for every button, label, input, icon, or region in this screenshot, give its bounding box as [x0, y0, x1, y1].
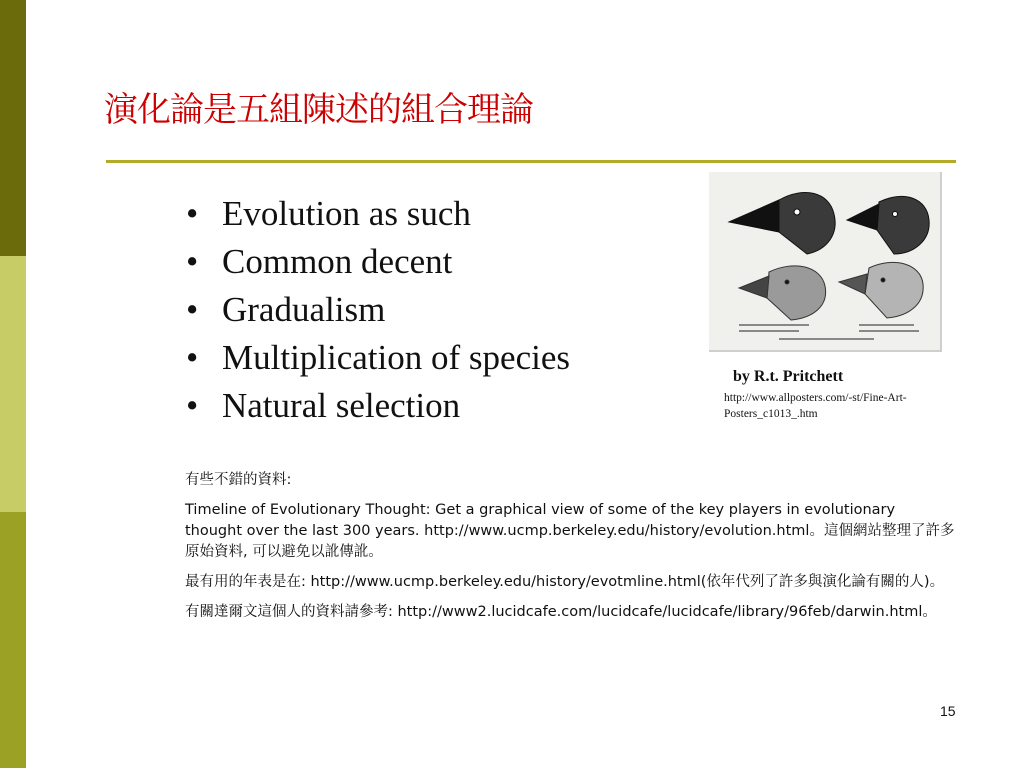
- bullet-text: Natural selection: [222, 386, 461, 425]
- bullet-list: [186, 192, 570, 432]
- side-band-middle: [0, 256, 26, 512]
- bullet-item: • Gradualism: [186, 290, 386, 329]
- notes-paragraph-timeline: Timeline of Evolutionary Thought: Get a graphical view of some of the key players in evolutionary thought over the last 300 years. http://www.ucmp.berkeley.edu/history/evolution.html。這個網站整理了許多原始資料, 可以避免以訛傳訛。: [185, 502, 955, 560]
- side-band-bottom: [0, 512, 26, 768]
- notes-paragraph-darwin: 有關達爾文這個人的資料請參考: http://www2.lucidcafe.com/lucidcafe/lucidcafe/library/96feb/darwin.html。: [185, 604, 937, 620]
- bullet-text: Common decent: [222, 242, 453, 281]
- finch-head-2-illustration: [847, 196, 929, 254]
- notes-heading: 有些不錯的資料:: [185, 472, 292, 488]
- bullet-text: Gradualism: [222, 290, 386, 329]
- bullet-text: Evolution as such: [222, 194, 471, 233]
- bullet-item: • Multiplication of species: [186, 338, 570, 377]
- notes-paragraph-chronology: 最有用的年表是在: http://www.ucmp.berkeley.edu/history/evotmline.html(依年代列了許多與演化論有關的人)。: [185, 574, 945, 590]
- bullet-text: Multiplication of species: [222, 338, 570, 377]
- notes-section: [185, 470, 955, 632]
- side-band-top: [0, 0, 26, 256]
- image-url-line-1: http://www.allposters.com/-st/Fine-Art-: [724, 392, 907, 404]
- finch-heads-illustration: [709, 172, 942, 352]
- image-source-url: [724, 390, 944, 422]
- image-credit: by R.t. Pritchett: [733, 368, 844, 385]
- page-number: 15: [940, 703, 956, 719]
- bullet-item: • Natural selection: [186, 386, 461, 425]
- image-url-line-2: Posters_c1013_.htm: [724, 408, 818, 420]
- slide-title: 演化論是五組陳述的組合理論: [104, 90, 533, 130]
- finch-head-3-illustration: [739, 266, 826, 320]
- finch-head-4-illustration: [839, 262, 923, 318]
- bullet-item: • Common decent: [186, 242, 453, 281]
- title-divider: [106, 160, 956, 163]
- bullet-item: • Evolution as such: [186, 194, 471, 233]
- finch-head-1-illustration: [729, 192, 835, 254]
- caption-lines-illustration: [739, 324, 919, 340]
